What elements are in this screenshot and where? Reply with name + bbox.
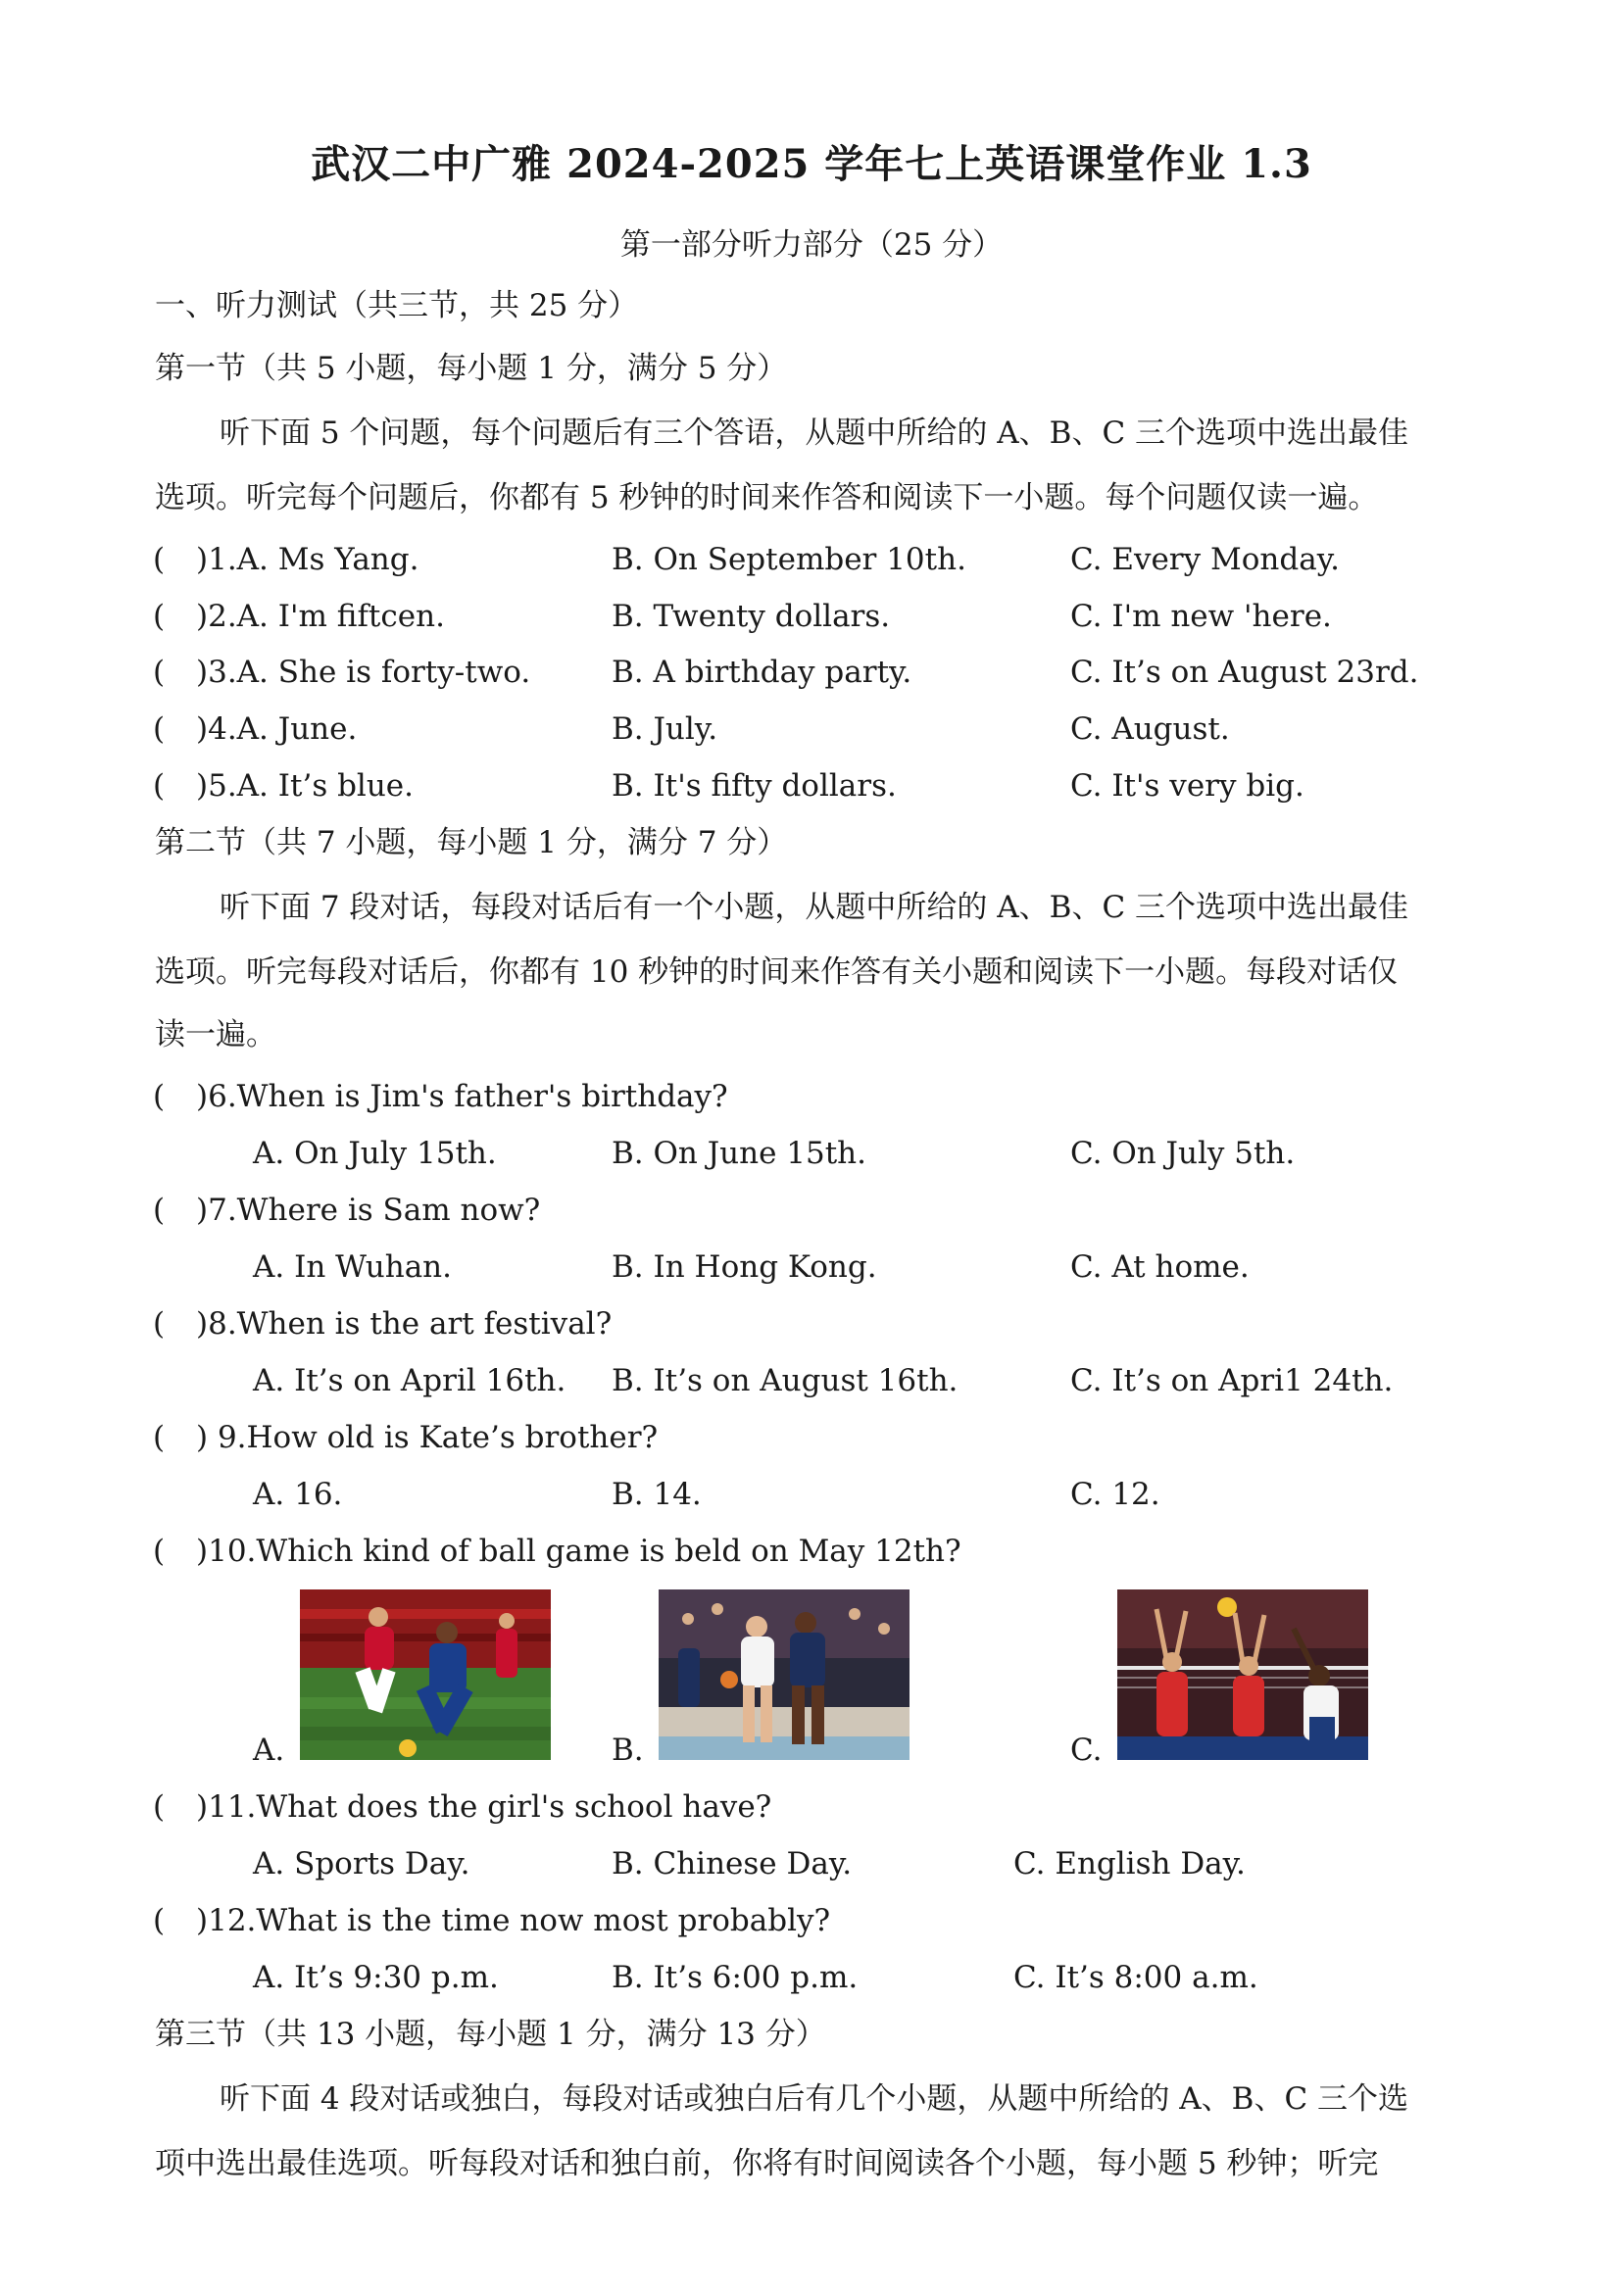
q2-option-a: )2.A. I'm fiftcen. bbox=[196, 599, 445, 634]
q6-stem: )6.When is Jim's father's birthday? bbox=[196, 1079, 728, 1114]
q3-option-b: B. A birthday party. bbox=[612, 655, 912, 690]
q5-option-a: )5.A. It’s blue. bbox=[196, 768, 415, 804]
q9-option-c: C. 12. bbox=[1070, 1477, 1160, 1512]
q5-option-c: C. It's very big. bbox=[1070, 768, 1304, 804]
q1-option-c: C. Every Monday. bbox=[1070, 542, 1340, 577]
q1-option-b: B. On September 10th. bbox=[612, 542, 966, 577]
answer-paren: ( bbox=[153, 1193, 166, 1228]
q4-option-b: B. July. bbox=[612, 711, 718, 747]
q7-option-a: A. In Wuhan. bbox=[253, 1249, 452, 1285]
answer-paren: ( bbox=[153, 542, 166, 577]
section2-instruction-3: 读一遍。 bbox=[155, 1017, 276, 1052]
answer-paren: ( bbox=[153, 1306, 166, 1342]
page-title: 武汉二中广雅 2024-2025 学年七上英语课堂作业 1.3 bbox=[311, 141, 1312, 187]
answer-paren: ( bbox=[153, 1534, 166, 1569]
q1-option-a: )1.A. Ms Yang. bbox=[196, 542, 419, 577]
section2-heading: 第二节（共 7 小题，每小题 1 分，满分 7 分） bbox=[155, 825, 788, 860]
answer-paren: ( bbox=[153, 655, 166, 690]
section3-instruction-1: 听下面 4 段对话或独白，每段对话或独白后有几个小题，从题中所给的 A、B、C 三个选 bbox=[220, 2081, 1409, 2117]
q8-stem: )8.When is the art festival? bbox=[196, 1306, 613, 1342]
section2-instruction-1: 听下面 7 段对话，每段对话后有一个小题，从题中所给的 A、B、C 三个选项中选出最佳 bbox=[220, 890, 1409, 925]
answer-paren: ( bbox=[153, 599, 166, 634]
soccer-photo bbox=[300, 1589, 551, 1760]
q11-option-c: C. English Day. bbox=[1013, 1846, 1246, 1881]
q11-option-b: B. Chinese Day. bbox=[612, 1846, 853, 1881]
q6-option-c: C. On July 5th. bbox=[1070, 1136, 1296, 1171]
q12-option-b: B. It’s 6:00 p.m. bbox=[612, 1960, 859, 1995]
section1-instruction-1: 听下面 5 个问题，每个问题后有三个答语，从题中所给的 A、B、C 三个选项中选出最佳 bbox=[220, 415, 1409, 451]
q8-option-c: C. It’s on Apri1 24th. bbox=[1070, 1363, 1394, 1398]
q10-option-a-label: A. bbox=[253, 1733, 285, 1768]
q12-stem: )12.What is the time now most probably? bbox=[196, 1903, 831, 1938]
answer-paren: ( bbox=[153, 1789, 166, 1825]
q8-option-a: A. It’s on April 16th. bbox=[253, 1363, 566, 1398]
q6-option-a: A. On July 15th. bbox=[253, 1136, 497, 1171]
q9-option-b: B. 14. bbox=[612, 1477, 702, 1512]
q3-option-c: C. It’s on August 23rd. bbox=[1070, 655, 1419, 690]
q2-option-b: B. Twenty dollars. bbox=[612, 599, 891, 634]
answer-paren: ( bbox=[153, 768, 166, 804]
q7-option-c: C. At home. bbox=[1070, 1249, 1250, 1285]
q9-option-a: A. 16. bbox=[253, 1477, 343, 1512]
section3-heading: 第三节（共 13 小题，每小题 1 分，满分 13 分） bbox=[155, 2017, 826, 2052]
q7-stem: )7.Where is Sam now? bbox=[196, 1193, 541, 1228]
part-subtitle: 第一部分听力部分（25 分） bbox=[619, 227, 1004, 263]
basketball-photo-graphic bbox=[659, 1589, 910, 1760]
q3-option-a: )3.A. She is forty-two. bbox=[196, 655, 531, 690]
section1-instruction-2: 选项。听完每个问题后，你都有 5 秒钟的时间来作答和阅读下一小题。每个问题仅读一遍。 bbox=[155, 480, 1379, 515]
q4-option-c: C. August. bbox=[1070, 711, 1230, 747]
listening-heading: 一、听力测试（共三节，共 25 分） bbox=[155, 288, 639, 323]
q9-stem: ) 9.How old is Kate’s brother? bbox=[196, 1420, 659, 1455]
q10-option-b-label: B. bbox=[612, 1733, 644, 1768]
answer-paren: ( bbox=[153, 1420, 166, 1455]
answer-paren: ( bbox=[153, 1079, 166, 1114]
soccer-photo-graphic bbox=[300, 1589, 551, 1760]
q11-stem: )11.What does the girl's school have? bbox=[196, 1789, 772, 1825]
q7-option-b: B. In Hong Kong. bbox=[612, 1249, 877, 1285]
q12-option-c: C. It’s 8:00 a.m. bbox=[1013, 1960, 1258, 1995]
q8-option-b: B. It’s on August 16th. bbox=[612, 1363, 959, 1398]
q2-option-c: C. I'm new 'here. bbox=[1070, 599, 1332, 634]
section2-instruction-2: 选项。听完每段对话后，你都有 10 秒钟的时间来作答有关小题和阅读下一小题。每段对话仅 bbox=[155, 954, 1399, 990]
basketball-photo bbox=[659, 1589, 910, 1760]
q10-option-c-label: C. bbox=[1070, 1733, 1103, 1768]
volleyball-photo bbox=[1117, 1589, 1368, 1760]
q10-stem: )10.Which kind of ball game is beld on May 12th? bbox=[196, 1534, 961, 1569]
section1-heading: 第一节（共 5 小题，每小题 1 分，满分 5 分） bbox=[155, 351, 788, 386]
q4-option-a: )4.A. June. bbox=[196, 711, 358, 747]
q12-option-a: A. It’s 9:30 p.m. bbox=[253, 1960, 499, 1995]
answer-paren: ( bbox=[153, 711, 166, 747]
q5-option-b: B. It's fifty dollars. bbox=[612, 768, 897, 804]
section3-instruction-2: 项中选出最佳选项。听每段对话和独白前，你将有时间阅读各个小题，每小题 5 秒钟；听完 bbox=[155, 2146, 1379, 2181]
answer-paren: ( bbox=[153, 1903, 166, 1938]
q11-option-a: A. Sports Day. bbox=[253, 1846, 470, 1881]
q6-option-b: B. On June 15th. bbox=[612, 1136, 867, 1171]
volleyball-photo-graphic bbox=[1117, 1589, 1368, 1760]
